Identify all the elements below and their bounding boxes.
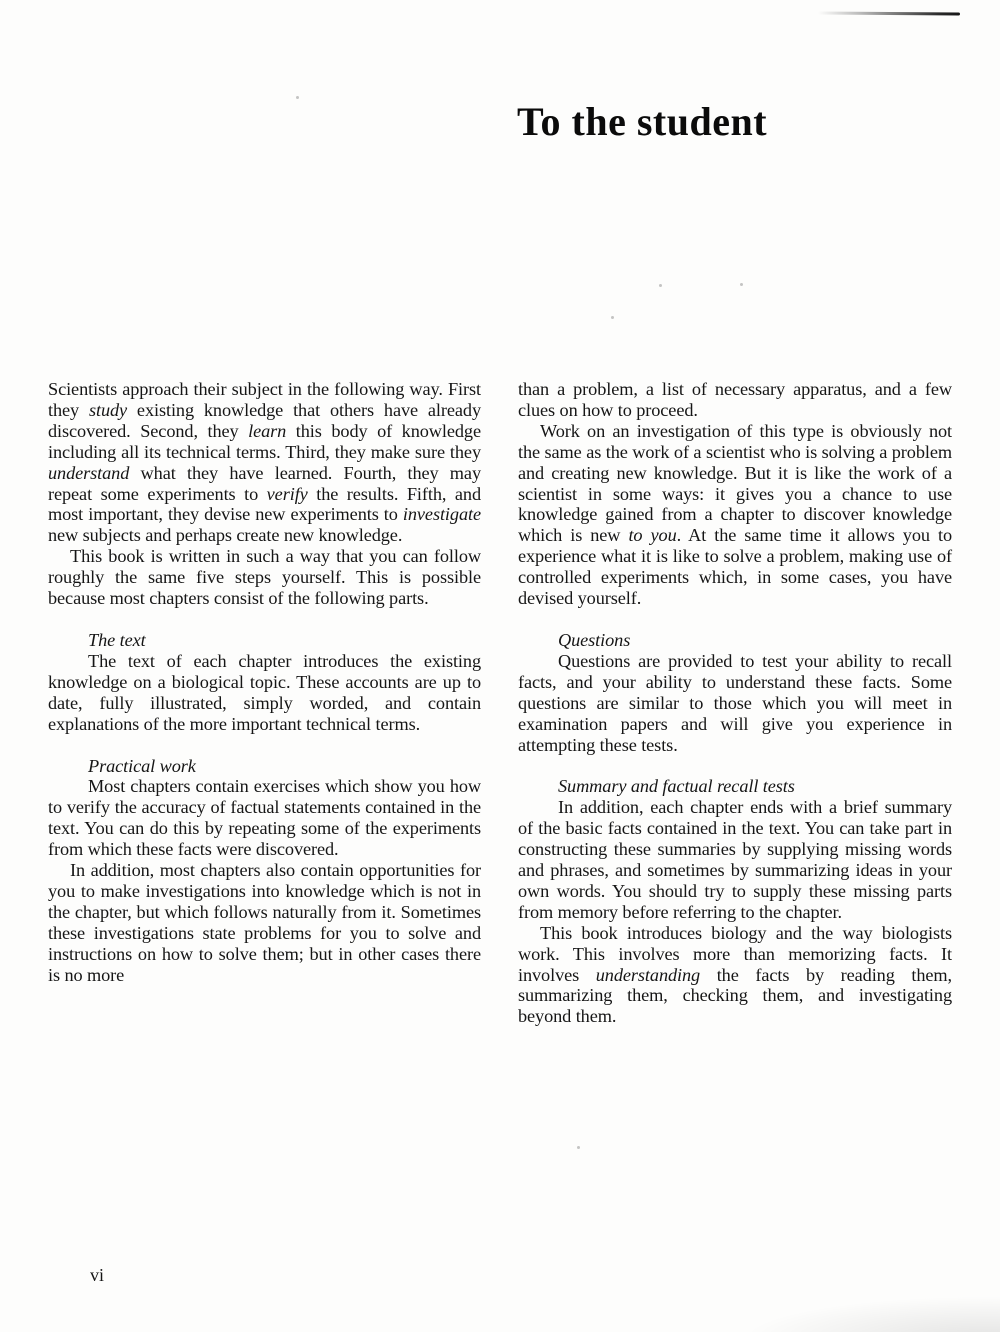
text-segment: The text of each chapter introduces the existing knowledge on a biological topic. These accounts are up to date, fully illustrated, simply worded, and contain explanations of the more important technical terms.	[48, 650, 481, 734]
section-heading	[88, 630, 481, 651]
text-segment: new subjects and perhaps create new knowledge.	[48, 525, 403, 546]
text-segment: Summary and factual recall tests	[558, 776, 795, 797]
text-segment: what they have learned. Fourth, they may repeat some experiments to	[48, 462, 481, 504]
scan-speck	[611, 316, 614, 319]
section-heading	[558, 776, 952, 797]
text-segment: Work on an investigation of this type is obviously not the same as the work of a scientist who is solving a problem and creating new knowledge. But it is like the work of a scientist in some ways: it gives you a chance to use knowledge gained from a chapter to discover knowledge which is new	[518, 420, 952, 546]
left-column	[48, 379, 481, 1027]
emphasized-text: to you	[628, 525, 677, 546]
paragraph	[518, 421, 952, 609]
paragraph	[48, 776, 481, 860]
paragraph	[48, 379, 481, 546]
emphasized-text: investigate	[402, 504, 481, 525]
emphasized-text: understanding	[595, 964, 701, 985]
text-segment: Scientists approach their subject in the following way. First they	[48, 379, 481, 420]
text-segment: In addition, most chapters also contain opportunities for you to make investigations into knowledge which is not in the chapter, but which follows naturally from it. Sometimes these investigations state problems for you to solve and instructions on how to solve them; but in other cases there is no more	[48, 860, 481, 985]
text-segment: Questions are provided to test your ability to recall facts, and your ability to understand these facts. Some questions are similar to those which you will meet in examination papers and will give you experience in attempting these tests.	[518, 650, 952, 755]
right-column	[518, 379, 952, 1027]
text-segment: In addition, each chapter ends with a brief summary of the basic facts contained in the text. You can take part in constructing these summaries by supplying missing words and phrases, and sometimes by summarizing ideas in your own words. You should try to supply these missing parts from memory before referring to the chapter.	[518, 797, 952, 922]
emphasized-text: study	[88, 399, 128, 420]
text-segment: This book introduces biology and the way biologists work. This involves more than memorizing facts. It involves	[518, 922, 952, 985]
scan-speck	[740, 283, 743, 286]
text-segment: than a problem, a list of necessary apparatus, and a few clues on how to proceed.	[518, 379, 952, 420]
paragraph	[48, 546, 481, 609]
text-segment: existing knowledge that others have already discovered. Second, they	[48, 399, 481, 441]
text-segment: the results. Fifth, and most important, they devise new experiments to	[48, 483, 481, 525]
section-heading	[88, 756, 481, 777]
emphasized-text: verify	[266, 483, 308, 504]
text-columns	[48, 379, 952, 1027]
page-number: vi	[90, 1265, 105, 1285]
paragraph	[518, 797, 952, 922]
emphasized-text: learn	[248, 420, 287, 441]
scan-speck	[296, 96, 299, 99]
scan-artifact-line	[818, 12, 960, 16]
scan-corner-shade	[740, 1296, 1000, 1332]
emphasized-text: understand	[48, 462, 130, 483]
paragraph	[48, 860, 481, 985]
text-segment: . At the same time it allows you to experience what it is like to solve a problem, making use of controlled experiments which, in some cases, you have devised yourself.	[518, 525, 952, 609]
scan-speck	[659, 284, 662, 287]
text-segment: Most chapters contain exercises which show you how to verify the accuracy of factual statements contained in the text. You can do this by repeating some of the experiments from which these facts were discovered.	[48, 776, 481, 860]
text-segment: this body of knowledge including all its technical terms. Third, they make sure they	[48, 420, 481, 462]
page-title: To the student	[517, 99, 768, 144]
text-segment: Practical work	[88, 755, 196, 776]
paragraph	[518, 923, 952, 1028]
text-segment: the facts by reading them, summarizing them, checking them, and investigating beyond them.	[518, 964, 953, 1027]
text-segment: Questions	[558, 629, 631, 650]
paragraph	[518, 651, 952, 756]
paragraph	[48, 651, 481, 735]
text-segment: This book is written in such a way that you can follow roughly the same five steps yourself. This is possible because most chapters consist of the following parts.	[48, 546, 481, 609]
text-segment: The text	[88, 629, 146, 650]
paragraph	[518, 379, 952, 421]
scan-speck	[577, 1146, 580, 1149]
section-heading	[558, 630, 952, 651]
